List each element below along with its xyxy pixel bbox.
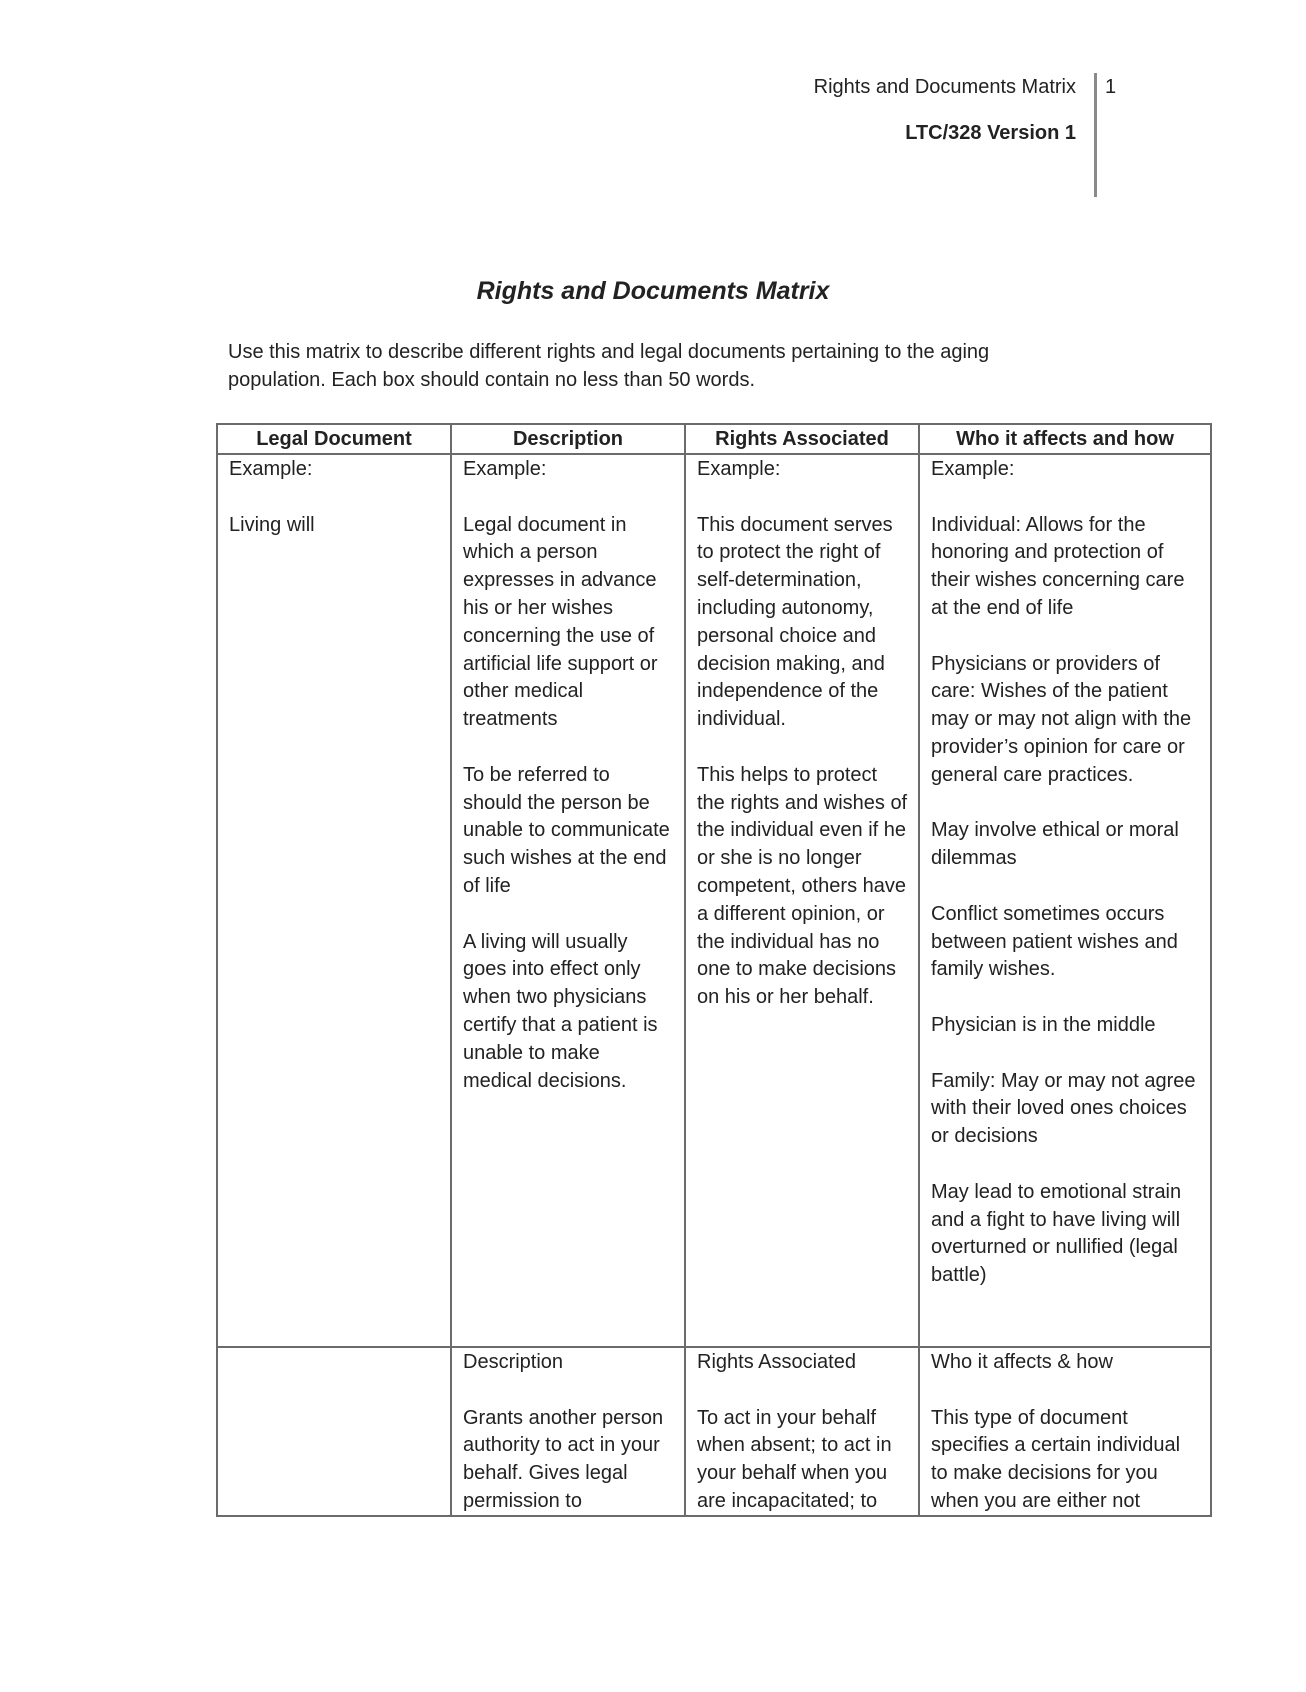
who-affects-text: This type of document specifies a certain individual to make decisions for you when you are either not xyxy=(931,1406,1181,1512)
running-title: Rights and Documents Matrix xyxy=(813,76,1076,98)
cell-description-2 xyxy=(451,1347,685,1516)
description-paragraph: A living will usually goes into effect only when two physicians certify that a patient is unable to make medical decisions. xyxy=(463,930,658,1092)
cell-clip xyxy=(697,1349,908,1515)
document-title: Rights and Documents Matrix xyxy=(476,277,830,305)
example-label: Example: xyxy=(463,458,547,480)
who-affects-paragraph: Individual: Allows for the honoring and protection of their wishes concerning care at the end of life xyxy=(931,513,1185,619)
example-row xyxy=(217,454,1211,1347)
cell-legal-document xyxy=(217,454,451,1347)
who-affects-paragraph: Physicians or providers of care: Wishes of the patient may or may not align with the provider’s opinion for care or general care practices. xyxy=(931,652,1192,786)
instructions-line-1: Use this matrix to describe different rights and legal documents pertaining to the aging xyxy=(228,341,990,363)
who-affects-paragraph: Family: May or may not agree with their loved ones choices or decisions xyxy=(931,1069,1196,1148)
rights-documents-matrix xyxy=(216,423,1212,1517)
header-rights-associated: Rights Associated xyxy=(685,424,919,454)
header-description: Description xyxy=(451,424,685,454)
cell-rights-associated xyxy=(685,454,919,1347)
example-label: Example: xyxy=(229,458,313,480)
rights-paragraph: This document serves to protect the right of self-determination, including autonomy, personal choice and decision making, and independence of the individual. xyxy=(697,513,893,731)
running-header xyxy=(814,73,1076,147)
description-paragraph: Legal document in which a person expresses in advance his or her wishes concerning the use of artificial life support or other medical treatments xyxy=(463,513,658,731)
example-label: Example: xyxy=(931,458,1015,480)
header-legal-document: Legal Document xyxy=(217,424,451,454)
rights-text: To act in your behalf when absent; to act in your behalf when you are incapacitated; to xyxy=(697,1406,892,1512)
rights-paragraph: This helps to protect the rights and wishes of the individual even if he or she is no longer competent, others have a different opinion, or the individual has no one to make decisions on his or her behalf. xyxy=(697,763,908,1009)
rights-label: Rights Associated xyxy=(697,1351,856,1373)
cell-legal-document-empty xyxy=(217,1347,451,1516)
legal-document-name: Living will xyxy=(229,513,315,536)
cell-who-affects-2 xyxy=(919,1347,1211,1516)
who-affects-label: Who it affects & how xyxy=(931,1351,1113,1373)
instructions-line-2: population. Each box should contain no less than 50 words. xyxy=(228,369,756,391)
cell-clip xyxy=(463,1349,674,1515)
header-who-affects: Who it affects and how xyxy=(919,424,1211,454)
example-label: Example: xyxy=(697,458,781,480)
header-row xyxy=(217,424,1211,454)
who-affects-paragraph: May lead to emotional strain and a fight to have living will overturned or nullified (legal battle) xyxy=(931,1180,1182,1287)
header-divider xyxy=(1094,73,1097,197)
who-affects-paragraph: Conflict sometimes occurs between patient wishes and family wishes. xyxy=(931,902,1178,981)
cell-who-affects xyxy=(919,454,1211,1347)
instructions xyxy=(228,338,1108,394)
page-number: 1 xyxy=(1105,76,1117,98)
power-of-attorney-row xyxy=(217,1347,1211,1516)
description-text: Grants another person authority to act in your behalf. Gives legal permission to xyxy=(463,1406,664,1512)
cell-clip xyxy=(931,1349,1200,1515)
cell-description xyxy=(451,454,685,1347)
cell-rights-associated-2 xyxy=(685,1347,919,1516)
who-affects-paragraph: May involve ethical or moral dilemmas xyxy=(931,819,1179,870)
course-version: LTC/328 Version 1 xyxy=(905,122,1076,144)
description-paragraph: To be referred to should the person be unable to communicate such wishes at the end of life xyxy=(463,763,670,897)
who-affects-paragraph: Physician is in the middle xyxy=(931,1013,1156,1036)
description-label: Description xyxy=(463,1351,564,1373)
